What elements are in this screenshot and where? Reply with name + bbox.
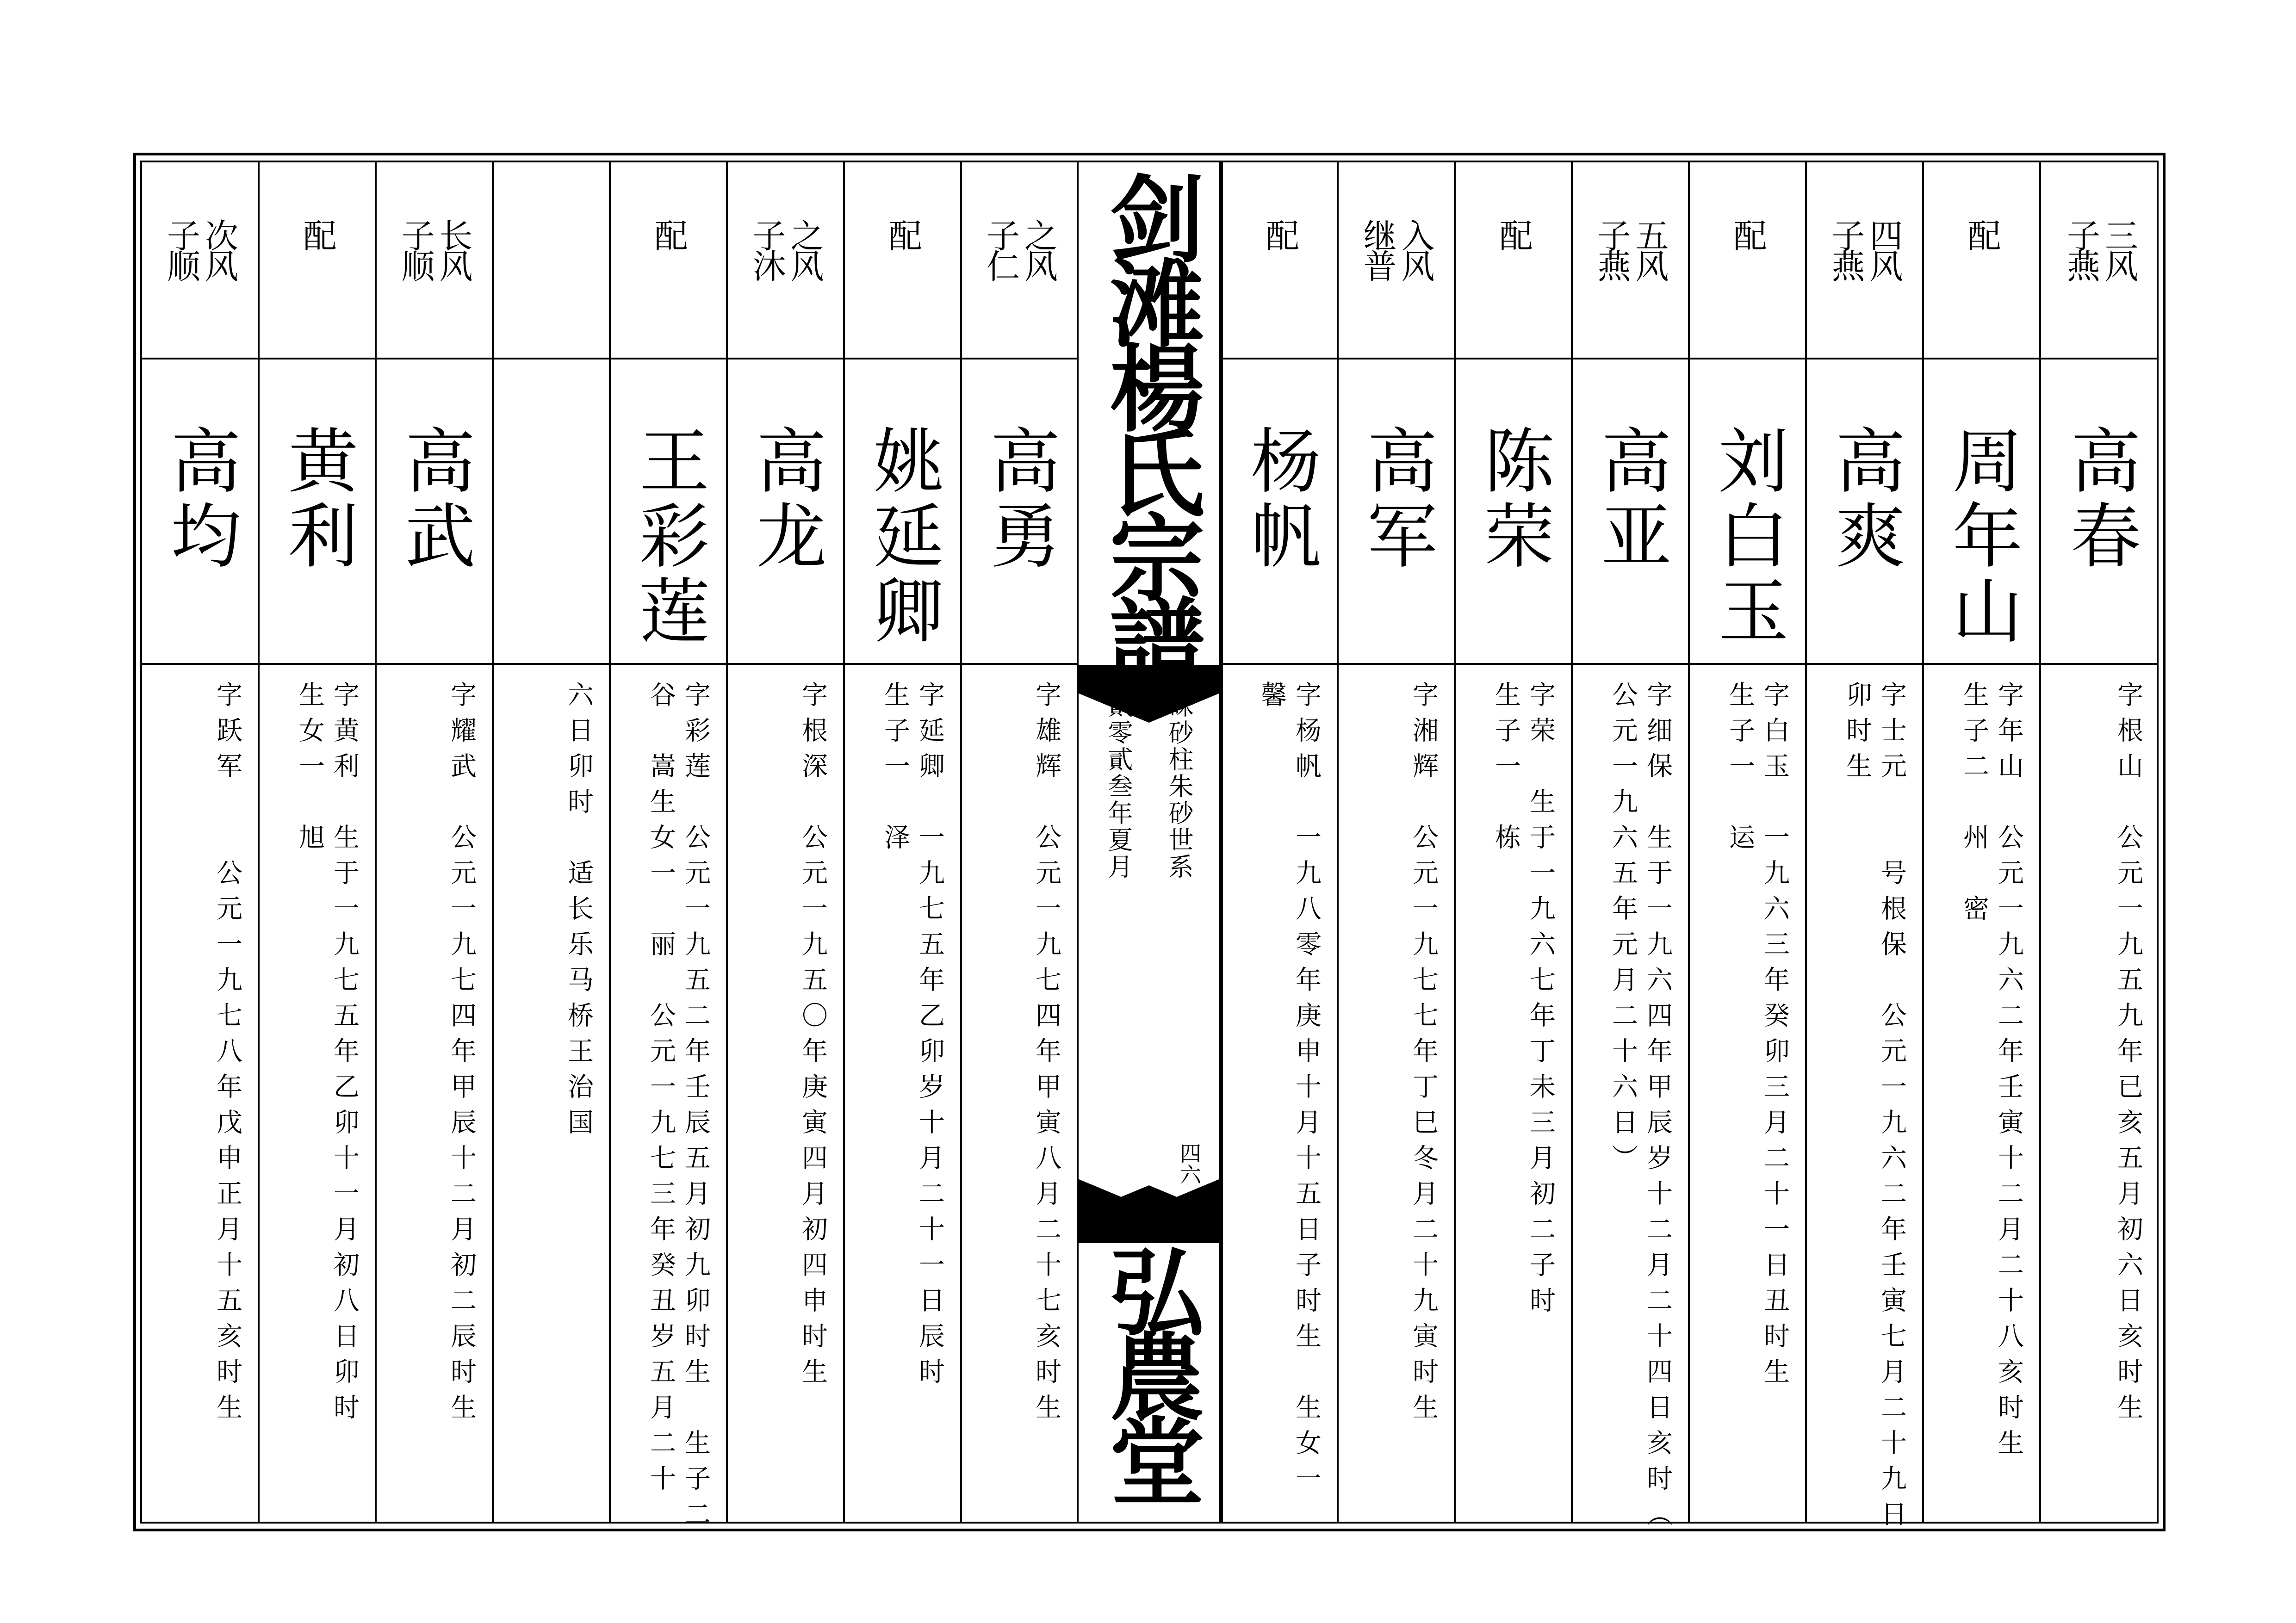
entry-column <box>609 161 726 1536</box>
entry-column <box>1221 161 1337 1524</box>
entry-column-continuation <box>492 161 609 1524</box>
relation-label: 长风 子顺 <box>396 218 473 279</box>
person-name: 高均 <box>159 424 241 574</box>
person-notes: 字根山 公元一九五九年已亥五月初六日亥时生 <box>2113 681 2143 1429</box>
person-name: 高勇 <box>979 424 1061 574</box>
person-notes: 字年山 公元一九六二年壬寅十二月二十八亥时生 生子二 州 密 <box>1959 681 2024 1465</box>
relation-label: 配 <box>1728 218 1767 249</box>
entry-column <box>1922 161 2039 1524</box>
person-notes: 六日卯时 适长乐马桥王治国 <box>564 681 594 1144</box>
person-notes: 字白玉 一九六三年癸卯三月二十一日丑时生 生子一 运 <box>1725 681 1790 1394</box>
entry-column <box>960 161 1077 1524</box>
person-name: 高龙 <box>745 424 827 574</box>
person-name: 姚延卿 <box>862 424 944 649</box>
entry-column <box>142 161 258 1524</box>
entry-column <box>843 161 960 1524</box>
entry-column <box>375 161 492 1524</box>
entry-column <box>1571 161 1688 1536</box>
person-name: 杨帆 <box>1239 424 1321 574</box>
relation-label: 三风 子燕 <box>2061 218 2138 279</box>
person-name: 王彩莲 <box>627 424 710 649</box>
person-name: 周年山 <box>1941 424 2023 649</box>
person-name: 陈荣 <box>1472 424 1555 574</box>
person-notes: 字黄利 生于一九七五年乙卯十一月初八日卯时 生女一 旭 <box>295 681 360 1429</box>
person-notes: 字跃军 公元一九七八年戊申正月十五亥时生 <box>212 681 242 1429</box>
person-name: 黄利 <box>276 424 359 574</box>
person-notes: 字杨帆 一九八零年庚申十月十五日子时生 生女一 馨 <box>1257 681 1322 1500</box>
book-spine <box>1077 161 1221 1524</box>
relation-label: 配 <box>1962 218 2001 249</box>
person-notes: 字根深 公元一九五〇年庚寅四月初四申时生 <box>798 681 828 1394</box>
branch-label: 硃砂柱朱砂世系 <box>1165 693 1194 880</box>
person-notes: 字湘辉 公元一九七七年丁巳冬月二十九寅时生 <box>1409 681 1439 1429</box>
person-notes: 字荣 生于一九六七年丁未三月初二子时 生子一 栋 <box>1491 681 1556 1322</box>
relation-label: 之风 子沐 <box>747 218 824 279</box>
entry-column <box>1688 161 1805 1524</box>
person-notes: 字彩莲 公元一九五二年壬辰五月初九卯时生 生子二 谷 嵩生女一 丽 公元一九七三年癸丑岁五月二十 <box>646 681 711 1536</box>
person-notes: 字士元 号根保 公元一九六二年壬寅七月二十九日 卯时生 <box>1842 681 1907 1536</box>
entry-column <box>726 161 843 1524</box>
relation-label: 配 <box>1260 218 1299 249</box>
person-name: 刘白玉 <box>1706 424 1789 649</box>
entry-column <box>2039 161 2159 1524</box>
compile-date: 貳零貳叁年夏月 <box>1104 693 1133 880</box>
relation-label: 配 <box>1494 218 1533 249</box>
relation-label: 次风 子顺 <box>161 218 238 279</box>
person-notes: 字耀武 公元一九七四年甲辰十二月初二辰时生 <box>447 681 477 1429</box>
person-notes: 字雄辉 公元一九七四年甲寅八月二十七亥时生 <box>1031 681 1061 1429</box>
relation-label: 之风 子仁 <box>981 218 1058 279</box>
person-name: 高亚 <box>1589 424 1672 574</box>
person-name: 高武 <box>393 424 476 574</box>
page-number: 四六 <box>1177 1142 1202 1185</box>
hall-name: 弘農堂 <box>1093 1243 1204 1497</box>
relation-label: 五风 子燕 <box>1592 218 1669 279</box>
person-name: 高春 <box>2059 424 2141 574</box>
person-notes: 字细保 生于一九六四年甲辰岁十二月二十四日亥时（ 公元一九六五年元月二十六日） <box>1608 681 1673 1536</box>
relation-label: 配 <box>883 218 922 249</box>
person-name: 高军 <box>1355 424 1438 574</box>
entry-column <box>258 161 375 1524</box>
relation-label: 入风 继普 <box>1358 218 1435 279</box>
relation-label: 配 <box>298 218 337 249</box>
genealogy-title: 剑滩楊氏宗譜 <box>1093 170 1204 678</box>
person-notes: 字延卿 一九七五年乙卯岁十月二十一日辰时 生子一 泽 <box>880 681 945 1394</box>
entry-column <box>1805 161 1922 1536</box>
entry-column <box>1337 161 1454 1524</box>
entry-column <box>1454 161 1571 1524</box>
relation-label: 四风 子燕 <box>1826 218 1903 279</box>
relation-label: 配 <box>649 218 688 249</box>
person-name: 高爽 <box>1824 424 1906 574</box>
